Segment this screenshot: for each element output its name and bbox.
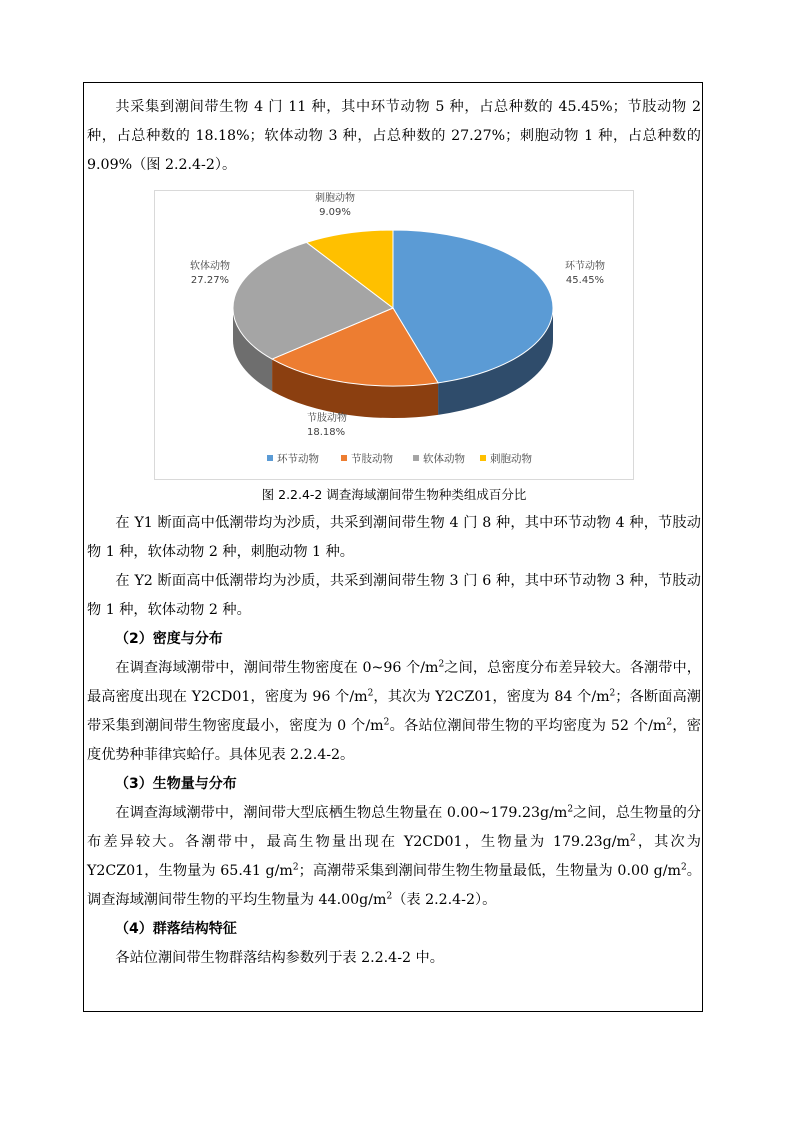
y1-paragraph: 在 Y1 断面高中低潮带均为沙质，共采到潮间带生物 4 门 8 种，其中环节动物 4 种，节肢动物 1 种，软体动物 2 种，刺胞动物 1 种。 — [87, 515, 701, 560]
section-3-heading: （3）生物量与分布 — [115, 776, 237, 792]
section-2-paragraph: 在调查海域潮带中，潮间带生物密度在 0~96 个$/m^2$之间，总密度分布差异较大。各潮带中，最高密度出现在 Y2CD01，密度为 96 个$/m^2$，其次为 Y2CZ01，密度为 84 个$/m^2$；各断面高潮带采集到潮间带生物密度最小，密度为 0 个$/m^2$。各站位潮间带生物的平均密度为 52 个$/m^2$，密度优势种菲律宾蛤仔。具体见表 2.2.4-2。 — [87, 659, 701, 763]
data-label-value-1: 18.18% — [307, 427, 346, 438]
pie-chart — [154, 190, 634, 480]
legend-label-3: 刺胞动物 — [490, 453, 532, 465]
y2-paragraph: 在 Y2 断面高中低潮带均为沙质，共采到潮间带生物 3 门 6 种，其中环节动物 3 种，节肢动物 1 种，软体动物 2 种。 — [87, 573, 701, 618]
legend-swatch-1 — [341, 455, 347, 461]
legend-label-1: 节肢动物 — [351, 453, 393, 465]
data-label-value-2: 27.27% — [190, 275, 230, 286]
data-label-name-2: 软体动物 — [190, 261, 230, 272]
data-label-name-1: 节肢动物 — [307, 413, 347, 424]
legend-swatch-2 — [413, 455, 419, 461]
data-label-value-0: 45.45% — [565, 275, 605, 286]
data-label-name-0: 环节动物 — [565, 261, 605, 272]
body-block — [84, 509, 704, 973]
legend-item-0 — [267, 452, 319, 465]
pie-chart-svg — [155, 191, 633, 479]
legend-swatch-3 — [480, 455, 486, 461]
legend-item-3 — [480, 452, 532, 465]
section-2-heading: （2）密度与分布 — [115, 631, 223, 647]
data-label-name-3: 刺胞动物 — [315, 193, 355, 204]
data-label-value-3: 9.09% — [319, 207, 351, 218]
section-4-heading: （4）群落结构特征 — [115, 921, 237, 937]
legend-item-1 — [341, 452, 393, 465]
legend-swatch-0 — [267, 455, 273, 461]
legend-label-2: 软体动物 — [423, 453, 465, 465]
legend-item-2 — [413, 452, 465, 465]
legend-label-0: 环节动物 — [277, 453, 319, 465]
intro-paragraph: 共采集到潮间带生物 4 门 11 种，其中环节动物 5 种，占总种数的 45.45%；节肢动物 2 种，占总种数的 18.18%；软体动物 3 种，占总种数的 27.27%；刺胞动物 1 种，占总种数的 9.09%（图 2.2.4-2）。 — [87, 99, 701, 173]
document-frame — [83, 82, 703, 1012]
section-4-paragraph: 各站位潮间带生物群落结构参数列于表 2.2.4-2 中。 — [115, 950, 444, 966]
pie-top-faces — [233, 230, 553, 386]
figure-caption: 图 2.2.4-2 调查海域潮间带生物种类组成百分比 — [261, 487, 527, 502]
intro-block — [84, 93, 704, 180]
section-3-paragraph: 在调查海域潮带中，潮间带大型底栖生物总生物量在 $0.00\sim 179.23g/m^2$之间，总生物量的分布差异较大。各潮带中，最高生物量出现在 Y2CD01，生物量为 $179.23g/m^2$，其次为 Y2CZ01，生物量为 65.41 $g/m^2$；高潮带采集到潮间带生物生物量最低，生物量为 0.00 $g/m^2$。调查海域潮间带生物的平均生物量为 $44.00g/m^2$（表 2.2.4-2）。 — [87, 804, 701, 908]
